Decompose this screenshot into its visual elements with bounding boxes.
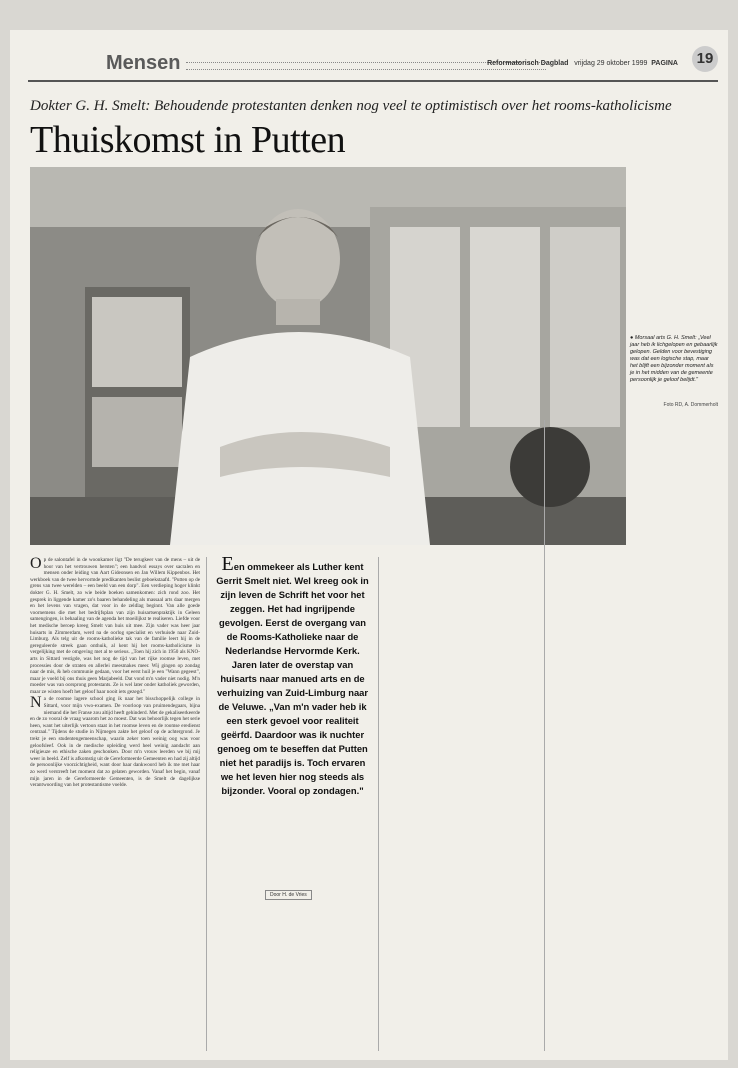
page-header	[28, 48, 718, 82]
column-1-text: p de salontafel in de woonkamer ligt "De terugkeer van de mens – uit de hoor van het vertrouwen hersten"; een handvol essays over sacralen en mensen onder leiding van Aart Gideonsen en Jan Willem Kippenbos. Het werkboek van de twee hervormde predikanten beslist geboekstaafd. "Putten op de grens van twee werelden – een beeld van een dorp". Een verdieping hoger klinkt dokter G. H. Smelt, zo wie beide boeken samenkomen: zich rond zoo. Het gesprek in liggende kamer zo's baaren behandeling als massaal arts daar mergen en het levens van vragen, dat voor in de zeldlag beginnt. Van alle goede voornemens die met het bedrijfsplan van zijn huisartsenpraktijk in Geleen samengingen, is behaaling van de agenda het moeilijkst te realiseren. Liefde voor het medische beroep kreeg Smelt van huis uit mee. Zijn vader was heer jaar huisarts in Zimmerdam, werd na de oorlog specialist en verhuisde naar Zuid-Limburg. Als telg uit de rooms-katholieke tak van de familie leert hij in de gereguleerde streek gaan onthuik, al kent hij het rooms-katholicisme in vergelijking met de omgeving met al te serieus. „Toen hij zich in 1950 als KNO-arts in Sittard vestigde, was het nog de tijd van het rijke roomse leven, met processies door de straten en allerlei meesmakes meer. Wij gingen op zondag naar de mis, & heb communie gedaan, voor het eerst huil je een "Wann gegeest", maar je voeld bij ons thuis geen Marjabeeld. Dat vond m'n vader niet nodig. M'n moeder was van oorsprong protestants. Ze is wel later onder katholiek geworden, maar ze wisten hoeft het geloof haar nooit iets gezegd."	[30, 557, 200, 695]
paper-name: Reformatorisch Dagblad	[487, 60, 569, 67]
section-title: Mensen	[106, 52, 181, 74]
page-number: 19	[692, 46, 718, 72]
issue-date: vrijdag 29 oktober 1999	[574, 60, 648, 67]
article-headline: Thuiskomst in Putten	[30, 119, 346, 161]
pull-quote	[215, 553, 370, 798]
drop-cap-2: N	[30, 694, 42, 712]
page-label: PAGINA	[651, 60, 678, 67]
photo-credit: Foto RD, A. Dommerholt	[663, 402, 718, 408]
drop-cap: O	[30, 557, 42, 572]
article-photo	[30, 167, 626, 545]
column-1b-text: a de roomse lagere school ging ik naar het bisschoppelijk college in Sittard, voor mijn vwo-examen. De voorloop van pruimendegaars, bijna niemand die het Franse zou altijd heeft gehinderd. Met de gekaliseerkeerde en de zo vooral de vraag waarom het zo moest. Dat was behoorlijk tegen het serie heen, want het uiterlijk vertoon staat in het roomse leven en de roomse eredienst centraal." Tijdens de studie in Nijmegen zakte het geloof op de achtergrond. Je trekt je een studentengemeenschap, waarin zeker toen weinig oog was voor geloofsleef. Ook in de medische opleiding werd heel weinig aandacht aan religieuze en ethische zaken geschonken. Door m'n vrouw leerden we bij mij weer in beeld. Zelf is afkomstig uit de Gereformeerde Gemeenten en had zij altijd de persoonlijke voorzichtigheid, want door haar dankwoord heb ik me met haar zo werd verstreeft het moment dat zo gelaten geworden. Vanaf het begin, vanaf mijn jaren in de Gereformeerde Gemeenten, is de Smelt de dagelijkse verantwoording van het protestantisme voelde.	[30, 696, 200, 789]
newspaper-page	[10, 30, 728, 1060]
doctor-portrait-image	[30, 167, 626, 545]
byline: Door H. de Vries	[265, 890, 312, 900]
column-divider	[544, 420, 545, 1051]
header-meta	[487, 60, 678, 67]
photo-caption: ● Morsaal arts G. H. Smelt: „Veel jaar heb ik lichgelopen en gebaarlijk gelopen. Gelden voor bevestiging was dat een logische stap, maar het blijft een bijzonder moment als je in het midden van de gemeente persoonlijk je geloof belijdt."	[630, 335, 718, 383]
column-divider	[378, 557, 379, 1051]
article-kicker: Dokter G. H. Smelt: Behoudende protestanten denken nog veel te optimistisch over het rooms-katholicisme	[30, 98, 672, 114]
pull-quote-text: en ommekeer als Luther kent Gerrit Smelt niet. Wel kreeg ook in zijn leven de Schrift het voor het zeggen. Het had ingrijpende gevolgen. Eerst de overgang van de Rooms-Katholieke naar de Nederlandse Hervormde Kerk. Jaren later de overstap van huisarts naar manued arts en de verhuizing van Zuid-Limburg naar de Veluwe. „Van m'n vader heb ik een sterk gevoel voor realiteit geërfd. Daardoor was ik nuchter genoeg om te beseffen dat Putten niet het paradijs is. Toch ervaren we het leven hier nog steeds als bijzonder. Vooral op zondagen."	[216, 561, 369, 796]
article-column-1	[30, 557, 200, 1051]
pull-quote-initial: E	[221, 553, 234, 575]
column-divider	[206, 557, 207, 1051]
